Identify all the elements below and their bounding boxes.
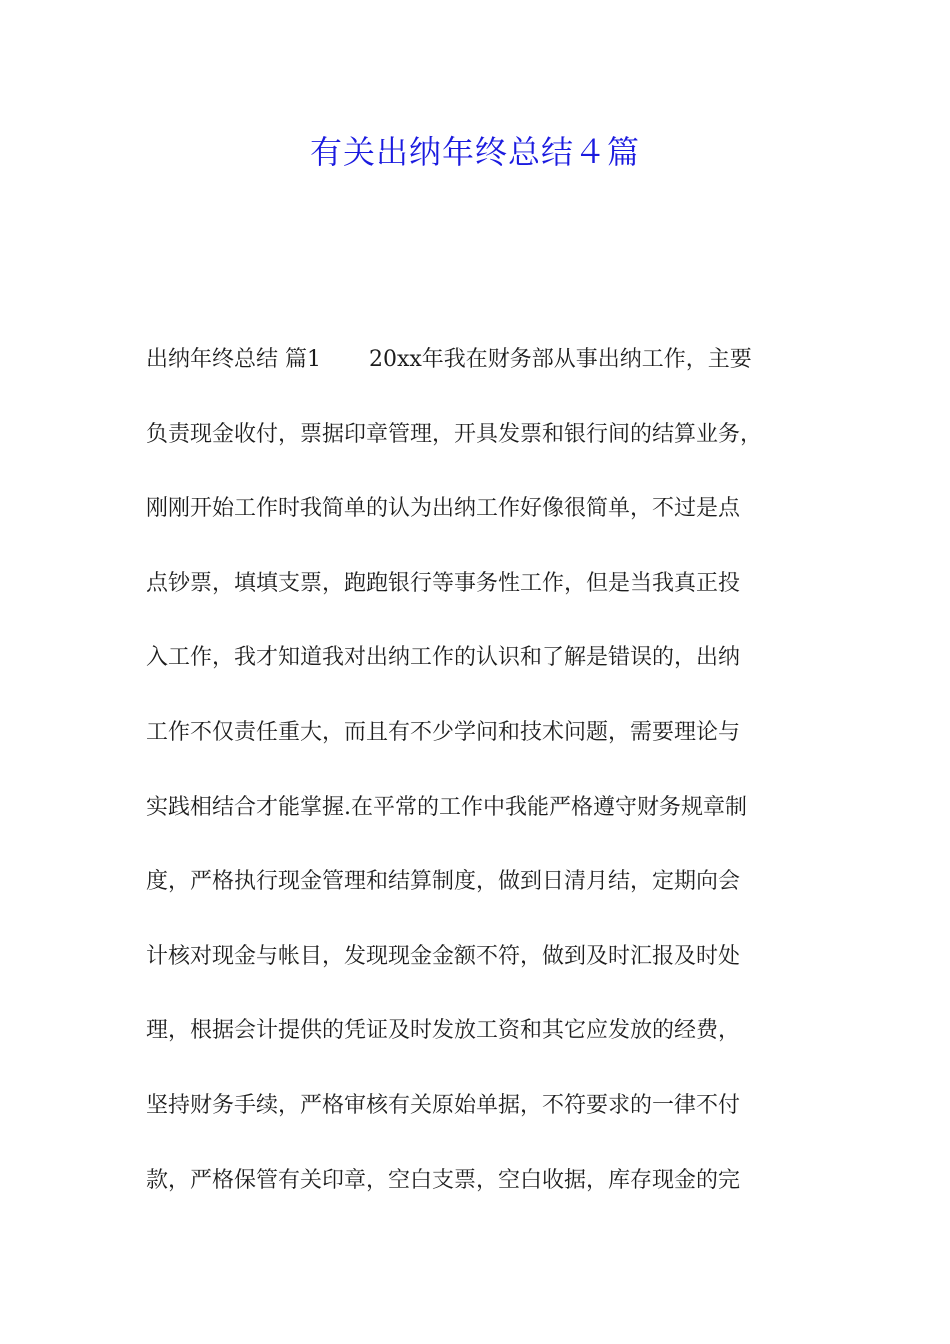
document-title: 有关出纳年终总结４篇 bbox=[309, 133, 640, 171]
body-line-10: 理，根据会计提供的凭证及时发放工资和其它应发放的经费， bbox=[146, 1018, 741, 1044]
body-line-4: 点钞票，填填支票，跑跑银行等事务性工作，但是当我真正投 bbox=[146, 570, 741, 596]
body-text: 20xx年我在财务部从事出纳工作，主要 bbox=[369, 347, 752, 372]
body-line-5: 入工作，我才知道我对出纳工作的认识和了解是错误的，出纳 bbox=[146, 645, 741, 671]
body-line-2: 负责现金收付，票据印章管理，开具发票和银行间的结算业务， bbox=[146, 421, 763, 447]
body-line-1 bbox=[146, 340, 810, 415]
body-line-12: 款，严格保管有关印章，空白支票，空白收据，库存现金的完 bbox=[146, 1167, 741, 1193]
section-heading: 出纳年终总结 篇1 bbox=[146, 347, 321, 372]
document-body bbox=[146, 340, 810, 1235]
body-line-3: 刚刚开始工作时我简单的认为出纳工作好像很简单，不过是点 bbox=[146, 496, 741, 522]
body-line-7: 实践相结合才能掌握.在平常的工作中我能严格遵守财务规章制 bbox=[146, 794, 747, 820]
body-line-11: 坚持财务手续，严格审核有关原始单据，不符要求的一律不付 bbox=[146, 1092, 741, 1118]
body-line-6: 工作不仅责任重大，而且有不少学问和技术问题，需要理论与 bbox=[146, 719, 741, 745]
body-line-9: 计核对现金与帐目，发现现金金额不符，做到及时汇报及时处 bbox=[146, 943, 741, 969]
body-line-8: 度，严格执行现金管理和结算制度，做到日清月结，定期向会 bbox=[146, 869, 741, 895]
